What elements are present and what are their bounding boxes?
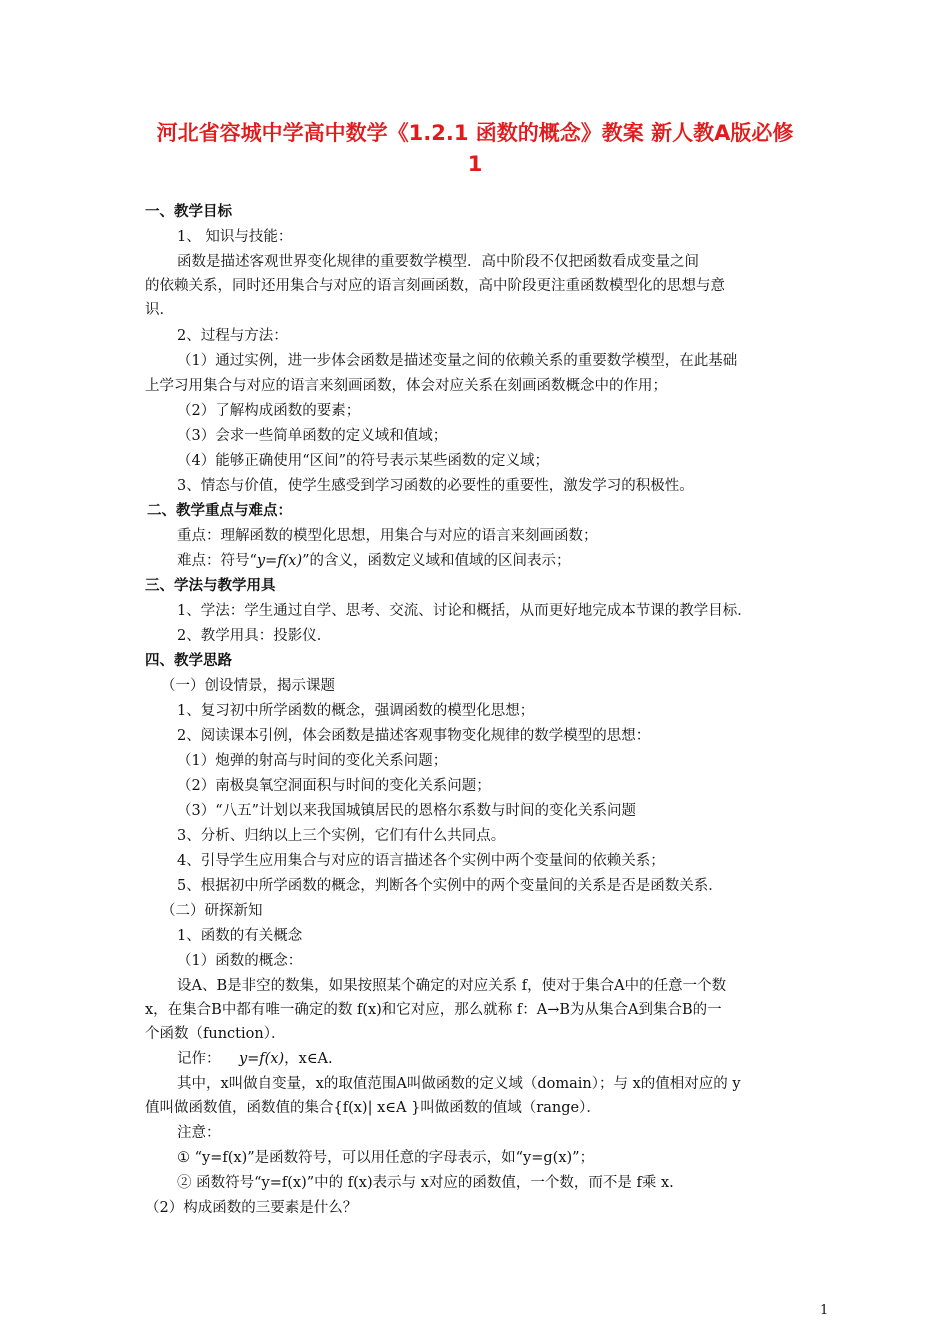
- title-line-1: 河北省容城中学高中数学《1.2.1 函数的概念》教案 新人教A版必修: [156, 121, 794, 145]
- teaching-tools: 2、教学用具：投影仪．: [177, 628, 332, 644]
- concept-heading: 1、函数的有关概念: [177, 928, 303, 944]
- step-1: 1、复习初中所学函数的概念，强调函数的模型化思想；: [177, 703, 535, 719]
- knowledge-para-1: 函数是描述客观世界变化规律的重要数学模型．高中阶段不仅把函数看成变量之间: [177, 254, 699, 270]
- step-4: 4、引导学生应用集合与对应的语言描述各个实例中两个变量间的依赖关系；: [177, 853, 665, 869]
- page-number: 1: [820, 1303, 829, 1318]
- explanation-line-2: 值叫做函数值，函数值的集合{f(x)| x∈A }叫做函数的值域（range）．: [145, 1100, 601, 1116]
- process-label: 2、过程与方法：: [177, 328, 288, 344]
- heading-methods-tools: 三、学法与教学用具: [145, 578, 276, 594]
- subsection-1: （一）创设情景，揭示课题: [161, 678, 335, 694]
- example-2: （2）南极臭氧空洞面积与时间的变化关系问题；: [177, 778, 491, 794]
- knowledge-para-2: 的依赖关系，同时还用集合与对应的语言刻画函数，高中阶段更注重函数模型化的思想与意: [145, 278, 725, 294]
- definition-line-1: 设A、B是非空的数集，如果按照某个确定的对应关系 f，使对于集合A中的任意一个数: [177, 978, 727, 994]
- process-item-1b: 上学习用集合与对应的语言来刻画函数，体会对应关系在刻画函数概念中的作用；: [145, 378, 667, 394]
- example-1: （1）炮弹的射高与时间的变化关系问题；: [177, 753, 448, 769]
- emotion-values: 3、情态与价值，使学生感受到学习函数的必要性的重要性，激发学习的积极性。: [177, 478, 694, 494]
- question-three-elements: （2）构成函数的三要素是什么？: [145, 1200, 358, 1216]
- attention-label: 注意：: [177, 1125, 221, 1141]
- example-3: （3）“八五”计划以来我国城镇居民的恩格尔系数与时间的变化关系问题: [177, 803, 637, 819]
- step-2: 2、阅读课本引例，体会函数是描述客观事物变化规律的数学模型的思想：: [177, 728, 651, 744]
- learning-method: 1、学法：学生通过自学、思考、交流、讨论和概括，从而更好地完成本节课的教学目标．: [177, 603, 752, 619]
- note-2: ② 函数符号“y=f(x)”中的 f(x)表示与 x对应的函数值，一个数，而不是 f乘 x.: [177, 1175, 674, 1191]
- step-5: 5、根据初中所学函数的概念，判断各个实例中的两个变量间的关系是否是函数关系．: [177, 878, 723, 894]
- knowledge-para-3: 识．: [145, 302, 174, 318]
- definition-line-3: 个函数（function）．: [145, 1026, 286, 1042]
- key-point: 重点：理解函数的模型化思想，用集合与对应的语言来刻画函数；: [177, 528, 598, 544]
- definition-line-2: x，在集合B中都有唯一确定的数 f(x)和它对应，那么就称 f：A→B为从集合A到集合B的一: [145, 1002, 722, 1018]
- document-title: [130, 118, 820, 180]
- explanation-line-1: 其中，x叫做自变量，x的取值范围A叫做函数的定义域（domain）；与 x的值相对应的 y: [177, 1076, 741, 1092]
- difficult-point: 难点：符号“y=f(x)”的含义，函数定义域和值域的区间表示；: [177, 553, 571, 569]
- heading-teaching-ideas: 四、教学思路: [145, 653, 232, 669]
- process-item-2: （2）了解构成函数的要素；: [177, 403, 361, 419]
- title-line-2: 1: [467, 152, 483, 176]
- concept-definition-label: （1）函数的概念：: [177, 953, 303, 969]
- heading-key-difficult: 二、教学重点与难点：: [147, 503, 292, 519]
- notation: 记作： y=f(x)，x∈A.: [177, 1051, 333, 1067]
- heading-teaching-goals: 一、教学目标: [145, 204, 232, 220]
- process-item-4: （4）能够正确使用“区间”的符号表示某些函数的定义域；: [177, 453, 550, 469]
- note-1: ① “y=f(x)”是函数符号，可以用任意的字母表示，如“y=g(x)”；: [177, 1150, 595, 1166]
- step-3: 3、分析、归纳以上三个实例，它们有什么共同点。: [177, 828, 506, 844]
- process-item-1a: （1）通过实例，进一步体会函数是描述变量之间的依赖关系的重要数学模型，在此基础: [177, 353, 738, 369]
- subsection-2: （二）研探新知: [161, 903, 263, 919]
- process-item-3: （3）会求一些简单函数的定义域和值域；: [177, 428, 448, 444]
- knowledge-label: 1、 知识与技能：: [177, 229, 293, 245]
